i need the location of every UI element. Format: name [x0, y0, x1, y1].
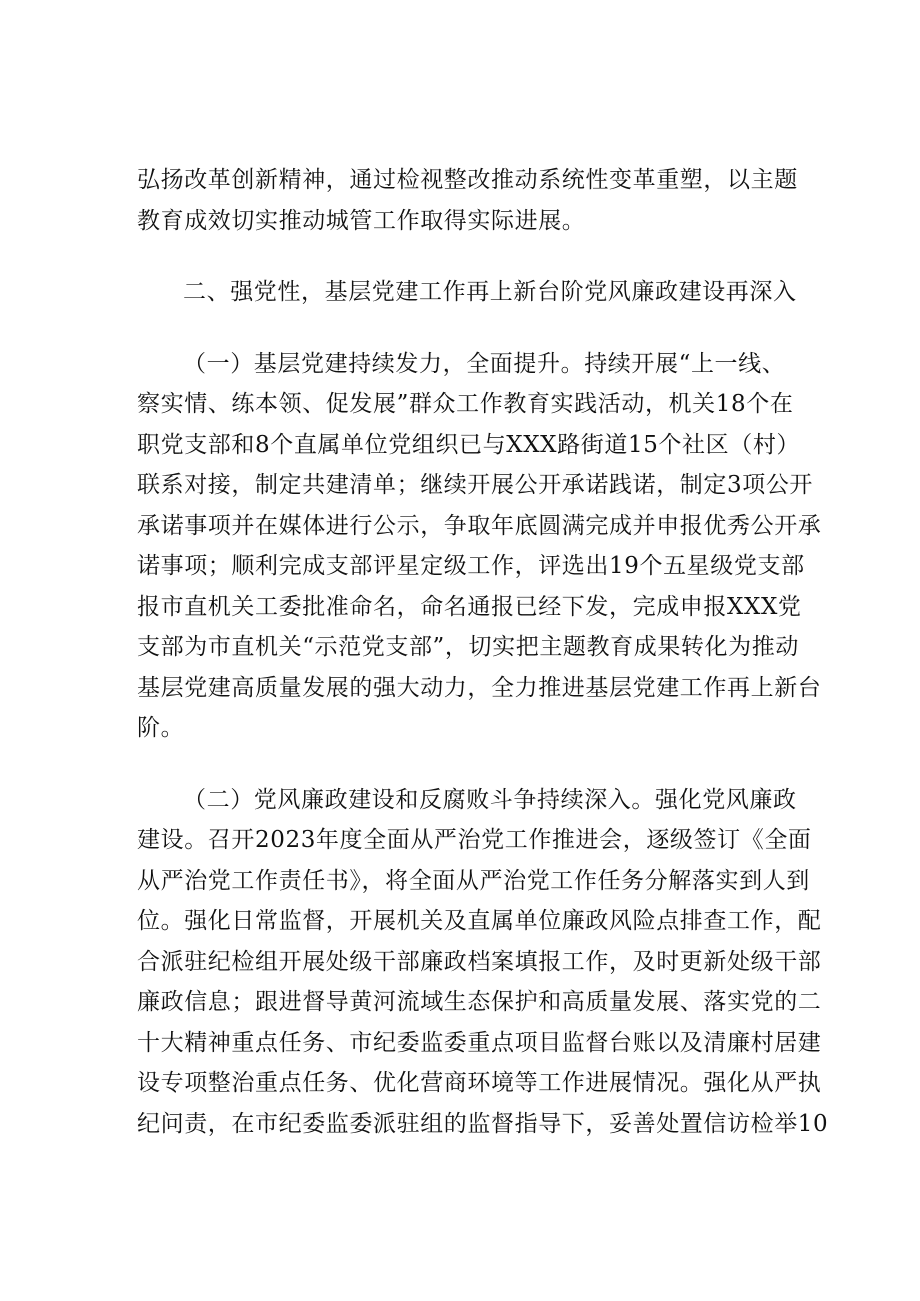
text-line: 从严治党工作责任书》，将全面从严治党工作任务分解落实到人到 — [137, 867, 810, 894]
text-line: 支部为市直机关“示范党支部”，切实把主题教育成果转化为推动 — [137, 634, 799, 660]
document-body — [137, 160, 829, 1144]
text-line: 位。强化日常监督，开展机关及直属单位廉政风险点排查工作，配 — [137, 908, 822, 934]
text-line: 报市直机关工委批准命名，命名通报已经下发，完成申报XXX党 — [137, 593, 802, 620]
text-line: 诺事项；顺利完成支部评星定级工作，评选出19个五星级党支部 — [137, 553, 805, 579]
paragraph-anti-corruption — [137, 780, 829, 1145]
text-line: 教育成效切实推动城管工作取得实际进展。 — [137, 207, 586, 234]
text-line: 承诺事项并在媒体进行公示，争取年底圆满完成并申报优秀公开承 — [137, 512, 822, 539]
text-line: 合派驻纪检组开展处级干部廉政档案填报工作，及时更新处级干部 — [137, 948, 822, 975]
text-line: 设专项整治重点任务、优化营商环境等工作进展情况。强化从严执 — [137, 1070, 822, 1096]
text-line: 十大精神重点任务、市纪委监委重点项目监督台账以及清廉村居建 — [137, 1029, 822, 1056]
text-line: 联系对接，制定共建清单；继续开展公开承诺践诺，制定3项公开 — [137, 472, 814, 498]
text-line: 基层党建高质量发展的强大动力，全力推进基层党建工作再上新台 — [137, 674, 822, 701]
text-line: 建设。召开2023年度全面从严治党工作推进会，逐级签订《全面 — [137, 827, 812, 853]
text-line: （一）基层党建持续发力，全面提升。持续开展“上一线、 — [183, 350, 786, 377]
text-line: 职党支部和8个直属单位党组织已与XXX路街道15个社区（村） — [137, 431, 801, 458]
heading-text: 二、强党性，基层党建工作再上新台阶党风廉政建设再深入 — [183, 279, 797, 305]
text-line: 廉政信息；跟进督导黄河流域生态保护和高质量发展、落实党的二 — [137, 989, 822, 1015]
text-line: 察实情、练本领、促发展”群众工作教育实践活动，机关18个在 — [137, 391, 794, 417]
text-line: 纪问责，在市纪委监委派驻组的监督指导下，妥善处置信访检举10 — [137, 1110, 829, 1137]
paragraph-intro — [137, 160, 797, 241]
paragraph-party-building — [137, 344, 822, 749]
text-line: 弘扬改革创新精神，通过检视整改推动系统性变革重塑，以主题 — [137, 167, 798, 193]
section-heading — [137, 272, 797, 313]
text-line: （二）党风廉政建设和反腐败斗争持续深入。强化党风廉政 — [183, 786, 797, 813]
text-line: 阶。 — [137, 715, 185, 741]
